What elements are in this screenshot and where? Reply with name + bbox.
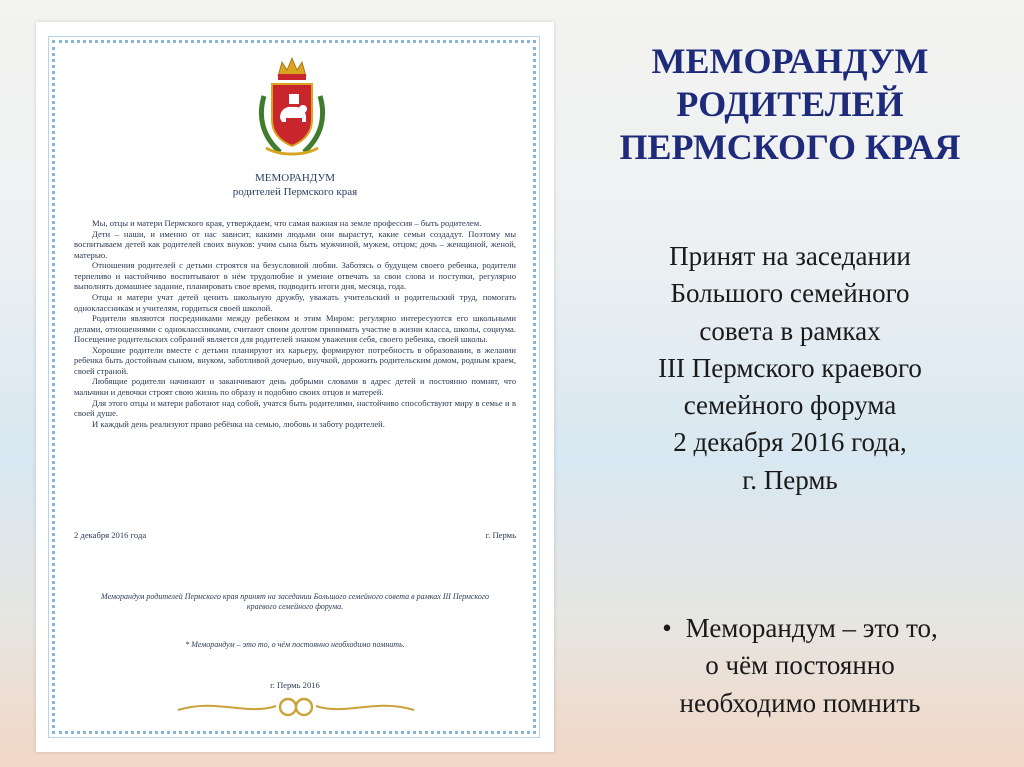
document-paragraph: Для этого отцы и матери работают над собой, учатся быть родителями, настойчиво способствуют миру в семье и в своей душе. xyxy=(74,397,516,419)
bullet-dot-icon: • xyxy=(662,613,672,643)
adoption-info-line: семейного форума xyxy=(683,390,897,420)
document-city-year: г. Пермь 2016 xyxy=(270,680,320,690)
document-title-main: МЕМОРАНДУМ xyxy=(254,172,336,184)
document-paragraph: Родители являются посредниками между ребенком и этим Миром: регулярно интересуются его школьными делами, отношениями с одноклассниками, считают своим долгом принимать участие в жизни класса, школы, социума. Посещение родительских собраний является для родителей знаком уважения себя, своего ребенка, своей школы. xyxy=(74,313,516,345)
document-paragraph: Отцы и матери учат детей ценить школьную дружбу, уважать учительский и родительский труд, помогать одноклассникам и учителям, гордиться своей школой. xyxy=(74,291,516,313)
slide-title xyxy=(580,40,1000,170)
slide-title-line: РОДИТЕЛЕЙ xyxy=(676,84,904,125)
adoption-info-line: совета в рамках xyxy=(699,315,881,346)
bullet-line: о чём постоянно xyxy=(705,650,895,681)
document-place: г. Пермь xyxy=(485,530,516,540)
slide-title-line: МЕМОРАНДУМ xyxy=(651,41,929,81)
memorandum-document-image xyxy=(36,22,554,752)
document-date: 2 декабря 2016 года xyxy=(74,530,147,540)
document-date-place xyxy=(74,530,516,540)
document-paragraph: Дети – наши, и именно от нас зависит, какими людьми они вырастут, какие семьи создадут. Поэтому мы воспитываем детей как родителей своих внуков: учим сына быть мужчиной, мужем, отцом; дочь – женщиной, женой, матерью. xyxy=(74,228,516,260)
gold-ornament-icon xyxy=(176,694,416,720)
document-title-sub: родителей Пермского края xyxy=(232,185,358,198)
adoption-info xyxy=(590,238,990,499)
bullet-line: Меморандум – это то, xyxy=(685,613,938,643)
document-paragraph: Любящие родители начинают и заканчивают день добрыми словами в адрес детей и постоянно помнят, что мальчики и девочки строят свою жизнь по образу и подобию своих отцов и матерей. xyxy=(74,376,516,397)
adoption-info-line: г. Пермь xyxy=(742,464,838,495)
bullet-line: необходимо помнить xyxy=(679,687,921,718)
adoption-info-line: Большого семейного xyxy=(670,278,910,309)
adoption-info-line: III Пермского краевого xyxy=(658,352,922,383)
document-paragraph: Хорошие родители вместе с детьми планируют их карьеру, формируют потребность в образовании, в желании ребенка быть достойным сыном, внуком, заботливой дочерью, внучкой, дорожить родительским домом, родным краем, своей страной. xyxy=(74,344,516,376)
document-footnote: * Меморандум – это то, о чём постоянно необходимо помнить. xyxy=(185,640,405,649)
perm-krai-coat-of-arms-icon xyxy=(256,56,328,164)
definition-bullet xyxy=(600,610,1000,722)
slide-title-line: ПЕРМСКОГО КРАЯ xyxy=(619,127,961,168)
document-adoption-note: Меморандум родителей Пермского края принят на заседании Большого семейного совета в рамках III Пермского краевого семейного форума. xyxy=(101,592,489,612)
document-body xyxy=(74,218,516,429)
bullet-first-row xyxy=(600,610,1000,647)
adoption-info-line: 2 декабря 2016 года, xyxy=(673,427,907,458)
document-paragraph: Мы, отцы и матери Пермского края, утверждаем, что самая важная на земле профессия – быть родителем. xyxy=(92,218,482,228)
adoption-info-line: Принят на заседании xyxy=(669,241,911,271)
document-paragraph: И каждый день реализуют право ребёнка на семью, любовь и заботу родителей. xyxy=(92,418,385,429)
document-paragraph: Отношения родителей с детьми строятся на безусловной любви. Заботясь о будущем своего ребенка, родители терпеливо и настойчиво воспитывают в нём трудолюбие и умение отвечать за свои слова и поступки, регулярно выполнять домашнее задание, планировать свое время, подводить итоги дня, месяца, года. xyxy=(74,260,516,292)
document-title xyxy=(36,172,554,200)
